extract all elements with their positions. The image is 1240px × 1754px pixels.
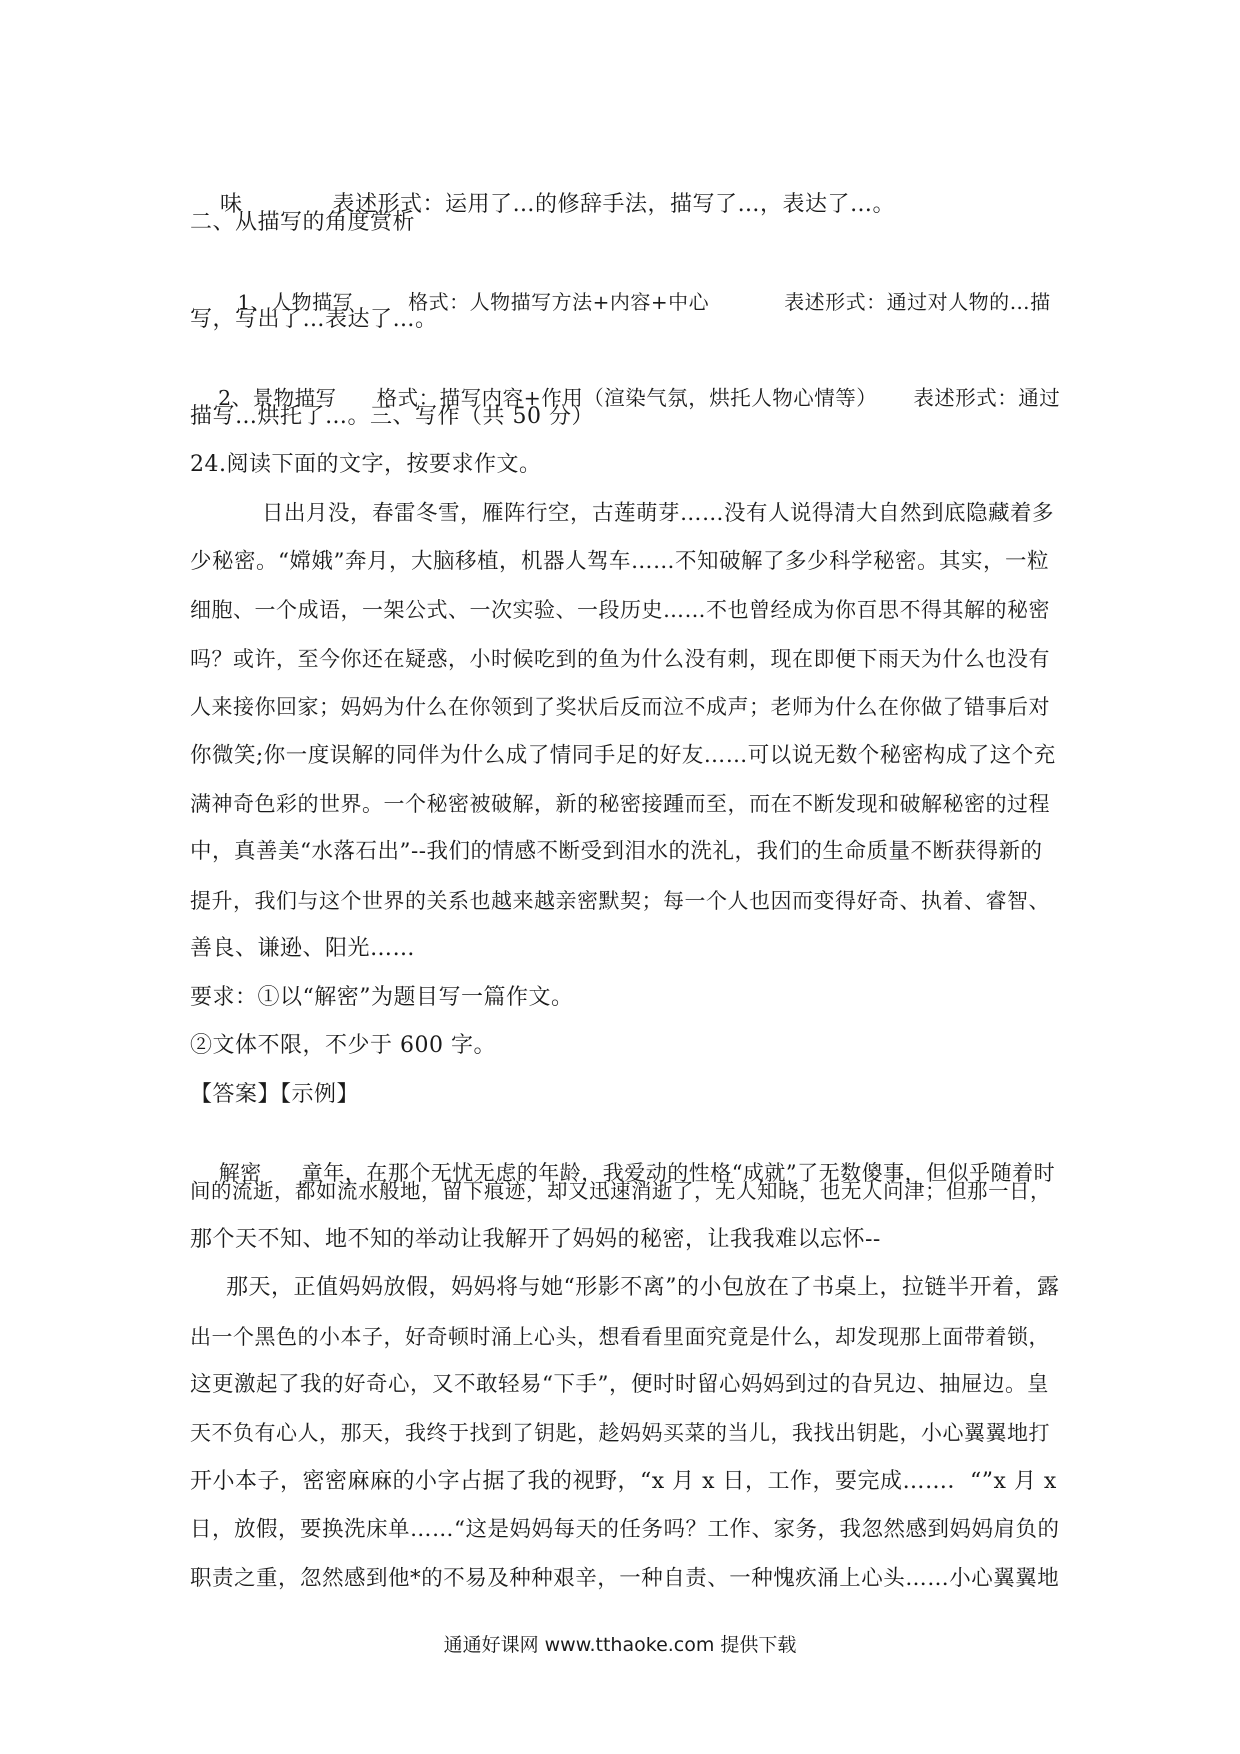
text-segment: 2、景物描写 — [218, 386, 337, 410]
essay-title: 解密 — [218, 1161, 262, 1185]
question-line: 24.阅读下面的文字，按要求作文。 — [190, 452, 542, 477]
essay-line: 那个天不知、地不知的举动让我解开了妈妈的秘密，让我我难以忘怀-- — [190, 1227, 881, 1252]
passage-line: 日出月没，春雷冬雪，雁阵行空，古莲萌芽……没有人说得清大自然到底隐藏着多 — [262, 501, 1055, 526]
essay-line: 职责之重，忽然感到他*的不易及种种艰辛，一种自责、一种愧疚涌上心头……小心翼翼地 — [190, 1566, 1060, 1591]
requirement-line: ②文体不限，不少于 600 字。 — [190, 1033, 496, 1058]
text-line: 写，写出了…表达了…。 — [190, 307, 438, 332]
text-segment: 味 — [219, 192, 243, 217]
text-segment: 1、人物描写 — [237, 290, 354, 314]
text-segment: 格式：描写内容+作用（渲染气氛，烘托人物心情等） — [376, 386, 878, 410]
passage-line: 中，真善美“水落石出”--我们的情感不断受到泪水的洗礼，我们的生命质量不断获得新的 — [190, 839, 1043, 864]
essay-line: 间的流逝，都如流水般地，留下痕迹，却又迅速消逝了，无人知晓，也无人问津；但那一日， — [190, 1179, 1051, 1203]
essay-line: 天不负有心人，那天，我终于找到了钥匙，趁妈妈买菜的当儿，我找出钥匙，小心翼翼地打 — [190, 1421, 1050, 1445]
text-line: 描写…烘托了…。三、写作（共 50 分） — [190, 404, 594, 429]
essay-line: 出一个黑色的小本子，好奇顿时涌上心头，想看看里面究竟是什么，却发现那上面带着锁， — [190, 1325, 1050, 1349]
essay-line: 日，放假，要换洗床单……“这是妈妈每天的任务吗？工作、家务，我忽然感到妈妈肩负的 — [190, 1517, 1060, 1542]
text-segment: 格式：人物描写方法+内容+中心 — [408, 290, 710, 314]
passage-line: 善良、谦逊、阳光…… — [190, 936, 416, 961]
requirement-line: 要求：①以“解密”为题目写一篇作文。 — [190, 985, 574, 1010]
text-segment: 表述形式：通过对人物的…描 — [784, 290, 1051, 314]
answer-heading: 【答案】【示例】 — [190, 1082, 360, 1107]
section-heading: 二、从描写的角度赏析 — [190, 210, 416, 235]
passage-line: 提升，我们与这个世界的关系也越来越亲密默契；每一个人也因而变得好奇、执着、睿智、 — [190, 889, 1050, 913]
passage-line: 你微笑;你一度误解的同伴为什么成了情同手足的好友……可以说无数个秘密构成了这个充 — [190, 743, 1056, 768]
passage-line: 细胞、一个成语，一架公式、一次实验、一段历史……不也曾经成为你百思不得其解的秘密 — [190, 598, 1050, 622]
passage-line: 满神奇色彩的世界。一个秘密被破解，新的秘密接踵而至，而在不断发现和破解秘密的过程 — [190, 792, 1050, 816]
passage-line: 吗？或许，至今你还在疑惑，小时候吃到的鱼为什么没有刺，现在即便下雨天为什么也没有 — [190, 647, 1050, 671]
passage-line: 少秘密。“嫦娥”奔月，大脑移植，机器人驾车……不知破解了多少科学秘密。其实，一粒 — [190, 549, 1049, 574]
text-segment: 表述形式：通过 — [913, 386, 1061, 410]
page-footer: 通通好课网 www.tthaoke.com 提供下载 — [443, 1634, 797, 1656]
essay-line: 那天，正值妈妈放假，妈妈将与她“形影不离”的小包放在了书桌上，拉链半开着，露 — [226, 1275, 1060, 1300]
text-segment: 表述形式：运用了…的修辞手法，描写了…，表达了…。 — [332, 192, 896, 217]
text-segment: 童年，在那个无忧无虑的年龄，我爱动的性格“成就”了无数傻事，但似乎随着时 — [301, 1161, 1056, 1185]
passage-line: 人来接你回家；妈妈为什么在你领到了奖状后反而泣不成声；老师为什么在你做了错事后对 — [190, 695, 1050, 719]
essay-line: 开小本子，密密麻麻的小字占据了我的视野，“x 月 x 日，工作，要完成……．“”x 月 x — [190, 1469, 1057, 1494]
essay-line: 这更激起了我的好奇心，又不敢轻易“下手”，便时时留心妈妈到过的旮旯边、抽屉边。皇 — [190, 1372, 1049, 1397]
